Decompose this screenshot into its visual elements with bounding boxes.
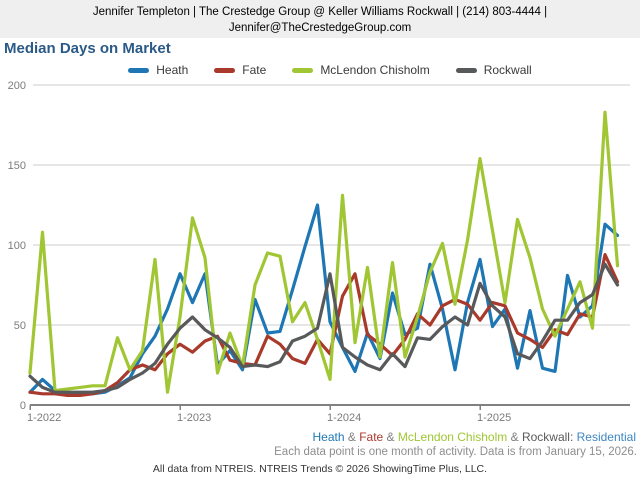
attribution-part: : (569, 430, 577, 444)
contact-banner-line-1: Jennifer Templeton | The Crestedge Group @ Keller Williams Rockwall | (214) 803-4444 | (92, 6, 548, 18)
rockwall-line-swatch-icon (456, 68, 477, 73)
footer-note: Each data point is one month of activity. Data is from January 15, 2026. (274, 446, 637, 458)
y-tick-label: 50 (13, 320, 26, 332)
contact-banner (0, 0, 640, 38)
legend-label-rockwall: Rockwall (483, 63, 532, 77)
y-tick-label: 0 (19, 400, 26, 412)
footer-attribution (312, 430, 636, 444)
legend-label-heath: Heath (156, 63, 189, 77)
page-title: Median Days on Market (4, 40, 171, 57)
legend-label-fate: Fate (242, 63, 267, 77)
attribution-part: Residential (576, 430, 636, 444)
attribution-part: & (507, 430, 522, 444)
attribution-part: Heath (312, 430, 345, 444)
x-axis (27, 405, 630, 424)
fate-line-swatch-icon (214, 68, 235, 73)
legend-item-rockwall (456, 63, 532, 77)
legend-item-mclendon-chisholm (292, 63, 429, 77)
y-axis-labels (8, 80, 26, 412)
x-tick-label: 1-2024 (327, 412, 362, 424)
x-tick-label: 1-2022 (27, 412, 62, 424)
attribution-part: Fate (359, 430, 384, 444)
legend-item-fate (214, 63, 266, 77)
attribution-part: & (383, 430, 398, 444)
series-line-rockwall (30, 264, 618, 392)
attribution-part: Rockwall (521, 430, 570, 444)
x-tick-label: 1-2025 (477, 412, 512, 424)
legend-label-mclendon-chisholm: McLendon Chisholm (320, 63, 430, 77)
y-tick-label: 100 (7, 240, 26, 252)
mclendon-chisholm-line-swatch-icon (292, 68, 313, 73)
contact-banner-line-2: Jennifer@TheCrestedgeGroup.com (228, 22, 412, 34)
y-tick-label: 150 (7, 160, 26, 172)
heath-line-swatch-icon (128, 68, 149, 73)
series-lines (30, 112, 618, 395)
footer-source: All data from NTREIS. NTREIS Trends © 2026 ShowingTime Plus, LLC. (152, 463, 488, 475)
x-tick-label: 1-2023 (177, 412, 212, 424)
y-tick-label: 200 (7, 80, 26, 92)
legend-item-heath (128, 63, 188, 77)
chart-legend (30, 62, 630, 78)
attribution-part: & (344, 430, 360, 444)
attribution-part: McLendon Chisholm (397, 430, 508, 444)
median-days-chart (0, 78, 640, 424)
